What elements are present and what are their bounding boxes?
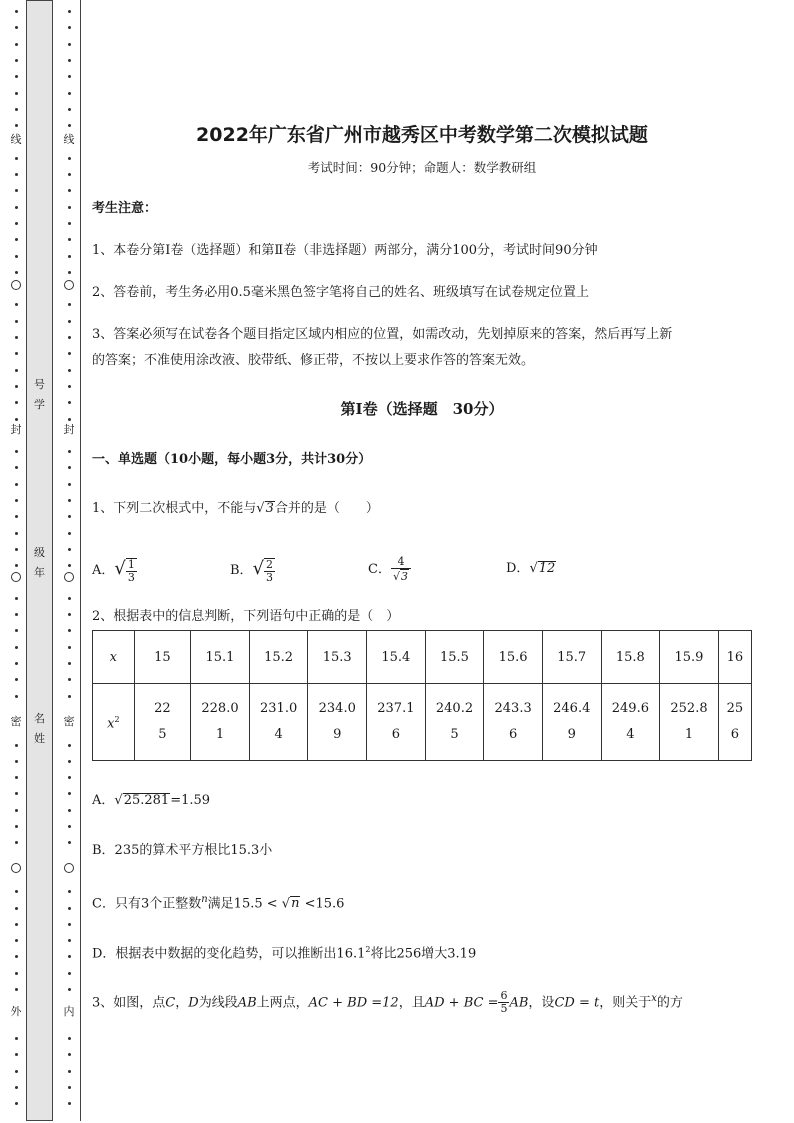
q1-stem-post: 合并的是（ ） <box>274 501 379 516</box>
inner-dot <box>68 613 71 616</box>
outer-dot <box>15 695 18 698</box>
outer-dot <box>15 418 18 421</box>
table-row-x <box>93 631 752 684</box>
inner-dot <box>68 255 71 258</box>
inner-dot <box>68 695 71 698</box>
q1-option-b: B．√ $\frac{2}{3}$ <box>230 557 274 584</box>
q2-option-d <box>92 937 476 967</box>
outer-dot <box>15 26 18 29</box>
inner-dot <box>68 222 71 225</box>
outer-dot <box>15 532 18 535</box>
q3-text-3: 为线段 <box>198 995 238 1011</box>
table-cell-x: 15.8 <box>601 631 660 684</box>
cell-line-2: 1 <box>684 727 694 742</box>
q2-c-var: n <box>201 894 208 905</box>
inner-dot <box>68 744 71 747</box>
cell-line-1: 231.0 <box>260 701 298 716</box>
notice-heading: 考生注意： <box>92 201 158 216</box>
outer-dot <box>15 613 18 616</box>
inner-dot <box>68 776 71 779</box>
inner-dot <box>68 825 71 828</box>
outer-circle-mark <box>11 863 21 873</box>
inner-mark: 内 <box>63 1005 75 1018</box>
q3-frac-num: 6 <box>500 989 508 1003</box>
q3-var-d: D <box>188 995 199 1011</box>
outer-dot <box>15 189 18 192</box>
inner-dot <box>68 124 71 127</box>
table-cell-x-squared <box>308 684 367 761</box>
inner-dot <box>68 26 71 29</box>
q3-text-8: 的方 <box>656 995 683 1011</box>
q3-frac-den: 5 <box>500 1002 508 1016</box>
outer-dot <box>15 955 18 958</box>
q2-c-post: <15.6 <box>304 896 345 912</box>
q3-equation-3: CD = t <box>554 995 600 1011</box>
outer-mark: 密 <box>10 715 22 728</box>
q3-var-x: x <box>651 993 657 1004</box>
inner-mark: 封 <box>63 423 75 436</box>
q3-text-2: ， <box>175 995 189 1011</box>
field-label-hao: 号 <box>34 378 45 391</box>
notice-item-3-line-1: 3、答案必须写在试卷各个题目指定区域内相应的位置，如需改动，先划掉原来的答案，然后再写上新 <box>92 327 673 342</box>
outer-dot <box>15 841 18 844</box>
q3-text-1: 3、如图，点 <box>92 995 166 1011</box>
outer-dot <box>15 1102 18 1105</box>
table-cell-x: 15.2 <box>249 631 308 684</box>
outer-dot <box>15 825 18 828</box>
outer-dot <box>15 890 18 893</box>
q2-d-post: 将比256增大3.19 <box>370 946 477 962</box>
outer-dot <box>15 75 18 78</box>
table-cell-x-squared <box>191 684 250 761</box>
outer-dot <box>15 401 18 404</box>
outer-dot <box>15 499 18 502</box>
q1-d-radicand: 12 <box>538 561 556 576</box>
outer-dot <box>15 92 18 95</box>
x2-label: x <box>107 716 115 732</box>
outer-dot <box>15 59 18 62</box>
outer-dot <box>15 1086 18 1089</box>
cell-line-1: 25 <box>726 701 744 716</box>
q3-stem <box>92 986 683 1016</box>
outer-dot <box>15 1070 18 1073</box>
outer-dot <box>15 548 18 551</box>
inner-dot <box>68 499 71 502</box>
q1-c-denominator: 3 <box>400 570 408 583</box>
table-cell-x-squared <box>601 684 660 761</box>
inner-dot <box>68 238 71 241</box>
q1-a-numerator: 1 <box>127 557 135 571</box>
q1-b-denominator: 3 <box>266 570 274 584</box>
cell-line-1: 228.0 <box>201 701 239 716</box>
q2-option-a: A．√25.281=1.59 <box>92 793 211 808</box>
inner-dot <box>68 352 71 355</box>
q1-option-c: C． $\frac{4}{√3}$ <box>368 556 411 583</box>
inner-dot <box>68 320 71 323</box>
outer-dot <box>15 206 18 209</box>
outer-mark: 线 <box>10 133 22 146</box>
outer-dot <box>15 678 18 681</box>
inner-dot <box>68 1070 71 1073</box>
outer-dot <box>15 43 18 46</box>
inner-dot <box>68 809 71 812</box>
q1-option-a-label: A． <box>92 563 115 578</box>
outer-dot <box>15 385 18 388</box>
cell-line-2: 9 <box>567 727 576 742</box>
inner-dot <box>68 988 71 991</box>
outer-mark: 外 <box>10 1005 22 1018</box>
q3-var-c: C <box>165 995 176 1011</box>
table-cell-x: 15.9 <box>660 631 719 684</box>
inner-dot <box>68 483 71 486</box>
inner-circle-mark <box>64 572 74 582</box>
inner-dot <box>68 173 71 176</box>
table-cell-x: 16 <box>718 631 751 684</box>
table-cell-x: 15.5 <box>425 631 484 684</box>
table-cell-x-squared <box>660 684 719 761</box>
outer-dot <box>15 271 18 274</box>
q2-option-c: C．只有3个正整数$^n$满足15.5 < √n <15.6 <box>92 894 345 912</box>
notice-item-1: 1、本卷分第Ⅰ卷（选择题）和第Ⅱ卷（非选择题）两部分，满分100分，考试时间90分钟 <box>92 243 598 258</box>
q2-c-mid: 满足15.5 < <box>207 896 278 912</box>
q3-equation-2: AD + BC = <box>424 995 499 1011</box>
table-cell-x-squared <box>425 684 484 761</box>
field-label-xing: 姓 <box>34 732 45 745</box>
outer-dot <box>15 597 18 600</box>
outer-dot <box>15 988 18 991</box>
inner-dot <box>68 597 71 600</box>
inner-dot <box>68 1037 71 1040</box>
q3-text-4: 上两点， <box>256 995 309 1011</box>
section-title: 第Ⅰ卷（选择题 30分） <box>340 400 504 418</box>
outer-dot <box>15 1053 18 1056</box>
cell-line-1: 243.3 <box>494 701 532 716</box>
inner-dot <box>68 972 71 975</box>
q3-var-ab: AB <box>237 995 257 1011</box>
inner-dot <box>68 841 71 844</box>
inner-dot <box>68 157 71 160</box>
table-cell-x: 15.3 <box>308 631 367 684</box>
outer-dot <box>15 238 18 241</box>
inner-dot <box>68 939 71 942</box>
cell-line-1: 252.8 <box>670 701 708 716</box>
outer-dot <box>15 776 18 779</box>
cell-line-2: 4 <box>626 727 635 742</box>
q3-equation-2b: AB <box>509 995 529 1011</box>
q1-b-numerator: 2 <box>266 557 274 571</box>
q2-option-b: B．235的算术平方根比15.3小 <box>92 843 273 858</box>
inner-mark: 密 <box>63 715 75 728</box>
q2-d-sup: 2 <box>365 945 371 954</box>
inner-dot <box>68 1102 71 1105</box>
q2-table <box>92 630 752 761</box>
cell-line-1: 246.4 <box>553 701 591 716</box>
table-row-x-squared <box>93 684 752 761</box>
outer-circle-mark <box>11 280 21 290</box>
outer-dot <box>15 124 18 127</box>
table-cell-x-squared <box>542 684 601 761</box>
inner-dot <box>68 515 71 518</box>
q3-text-6: ，设 <box>528 995 555 1011</box>
table-cell-x-squared <box>367 684 426 761</box>
inner-dot <box>68 385 71 388</box>
inner-dot <box>68 450 71 453</box>
inner-dot <box>68 890 71 893</box>
outer-dot <box>15 336 18 339</box>
inner-dot <box>68 662 71 665</box>
outer-dot <box>15 157 18 160</box>
inner-dot <box>68 923 71 926</box>
cell-line-1: 22 <box>154 701 171 716</box>
inner-dot <box>68 189 71 192</box>
inner-dot <box>68 336 71 339</box>
part1-heading: 一、单选题（10小题，每小题3分，共计30分） <box>92 452 372 467</box>
outer-dot <box>15 222 18 225</box>
outer-dot <box>15 744 18 747</box>
inner-dot <box>68 760 71 763</box>
field-label-nian: 年 <box>34 566 45 579</box>
inner-dot <box>68 548 71 551</box>
cell-line-2: 5 <box>450 727 459 742</box>
inner-dot <box>68 206 71 209</box>
inner-dot <box>68 646 71 649</box>
cell-line-1: 249.6 <box>611 701 649 716</box>
x-label: x <box>109 649 118 665</box>
cell-line-2: 9 <box>333 727 342 742</box>
inner-dot <box>68 369 71 372</box>
q1-stem-pre: 1、下列二次根式中，不能与 <box>92 501 257 516</box>
outer-dot <box>15 907 18 910</box>
outer-dot <box>15 320 18 323</box>
q1-a-denominator: 3 <box>127 570 135 584</box>
cell-line-1: 240.2 <box>435 701 474 716</box>
outer-dot <box>15 629 18 632</box>
field-label-ji: 级 <box>34 546 45 559</box>
table-cell-x-squared <box>484 684 543 761</box>
outer-dot <box>15 10 18 13</box>
q2-a-radicand: 25.281 <box>123 793 170 808</box>
outer-mark: 封 <box>10 423 22 436</box>
table-header-x <box>93 631 135 684</box>
inner-circle-mark <box>64 863 74 873</box>
q1-option-b-label: B． <box>230 563 253 578</box>
table-cell-x: 15.6 <box>484 631 543 684</box>
q1-stem: 1、下列二次根式中，不能与√3合并的是（ ） <box>92 501 379 516</box>
outer-dot <box>15 792 18 795</box>
q1-stem-radicand: 3 <box>265 501 274 516</box>
q3-text-7: ，则关于 <box>599 995 652 1011</box>
outer-dot <box>15 352 18 355</box>
outer-dot <box>15 515 18 518</box>
outer-dot <box>15 646 18 649</box>
outer-dot <box>15 923 18 926</box>
q1-option-d-label: D． <box>506 561 530 576</box>
table-cell-x-squared <box>249 684 308 761</box>
inner-mark: 线 <box>63 133 75 146</box>
table-cell-x: 15.4 <box>367 631 426 684</box>
outer-dot <box>15 1037 18 1040</box>
outer-dot <box>15 108 18 111</box>
cell-line-2: 6 <box>391 727 400 742</box>
q2-a-result: =1.59 <box>170 793 211 808</box>
outer-dot <box>15 369 18 372</box>
q2-c-radicand: n <box>291 896 300 912</box>
outer-dot <box>15 809 18 812</box>
outer-dot <box>15 760 18 763</box>
cell-line-1: 237.1 <box>377 701 415 716</box>
cell-line-2: 1 <box>215 727 225 742</box>
inner-dot <box>68 92 71 95</box>
outer-dot <box>15 939 18 942</box>
q2-c-pre: C．只有3个正整数 <box>92 896 202 912</box>
notice-item-2: 2、答卷前，考生务必用0.5毫米黑色签字笔将自己的姓名、班级填写在试卷规定位置上 <box>92 285 589 300</box>
binding-border-line <box>53 0 81 1121</box>
page-subtitle: 考试时间：90分钟；命题人：数学教研组 <box>307 160 537 175</box>
field-label-xue: 学 <box>34 398 45 411</box>
q2-d-pre: D．根据表中数据的变化趋势，可以推断出16.1 <box>92 946 366 962</box>
inner-dot <box>68 418 71 421</box>
outer-dot <box>15 450 18 453</box>
q1-option-c-label: C． <box>368 562 391 577</box>
outer-dot <box>15 255 18 258</box>
q2-option-a-label: A． <box>92 793 115 808</box>
outer-dot <box>15 662 18 665</box>
inner-dot <box>68 108 71 111</box>
outer-circle-mark <box>11 572 21 582</box>
cell-line-2: 6 <box>730 727 740 742</box>
q3-equation-1: AC + BD =12 <box>308 995 399 1011</box>
cell-line-1: 234.0 <box>318 701 356 716</box>
inner-dot <box>68 678 71 681</box>
inner-dot <box>68 43 71 46</box>
inner-dot <box>68 10 71 13</box>
table-cell-x: 15 <box>134 631 190 684</box>
inner-dot <box>68 1086 71 1089</box>
table-cell-x: 15.1 <box>191 631 250 684</box>
outer-dot <box>15 303 18 306</box>
inner-circle-mark <box>64 280 74 290</box>
inner-dot <box>68 907 71 910</box>
notice-item-3-line-2: 的答案；不准使用涂改液、胶带纸、修正带，不按以上要求作答的答案无效。 <box>92 353 535 368</box>
outer-dot <box>15 564 18 567</box>
q3-text-5: ，且 <box>398 995 425 1011</box>
page-title: 2022年广东省广州市越秀区中考数学第二次模拟试题 <box>196 124 648 146</box>
inner-dot <box>68 75 71 78</box>
table-cell-x-squared <box>134 684 190 761</box>
q1-option-a: A．√ $\frac{1}{3}$ <box>92 557 135 584</box>
outer-dot <box>15 466 18 469</box>
cell-line-2: 6 <box>508 727 518 742</box>
table-header-x-squared <box>93 684 135 761</box>
table-cell-x-squared <box>718 684 751 761</box>
cell-line-2: 5 <box>158 727 167 742</box>
inner-dot <box>68 564 71 567</box>
q2-stem: 2、根据表中的信息判断，下列语句中正确的是（ ） <box>92 609 400 624</box>
field-label-ming: 名 <box>34 712 45 725</box>
binding-info-strip <box>26 0 53 1121</box>
cell-line-2: 4 <box>274 727 283 742</box>
inner-dot <box>68 1053 71 1056</box>
inner-dot <box>68 401 71 404</box>
q1-c-numerator: 4 <box>391 556 411 569</box>
inner-dot <box>68 271 71 274</box>
outer-dot <box>15 173 18 176</box>
table-cell-x: 15.7 <box>542 631 601 684</box>
outer-dot <box>15 483 18 486</box>
inner-dot <box>68 59 71 62</box>
x2-sup: 2 <box>114 714 120 724</box>
outer-dot <box>15 972 18 975</box>
q1-option-d: D．√12 <box>506 561 556 576</box>
inner-dot <box>68 532 71 535</box>
